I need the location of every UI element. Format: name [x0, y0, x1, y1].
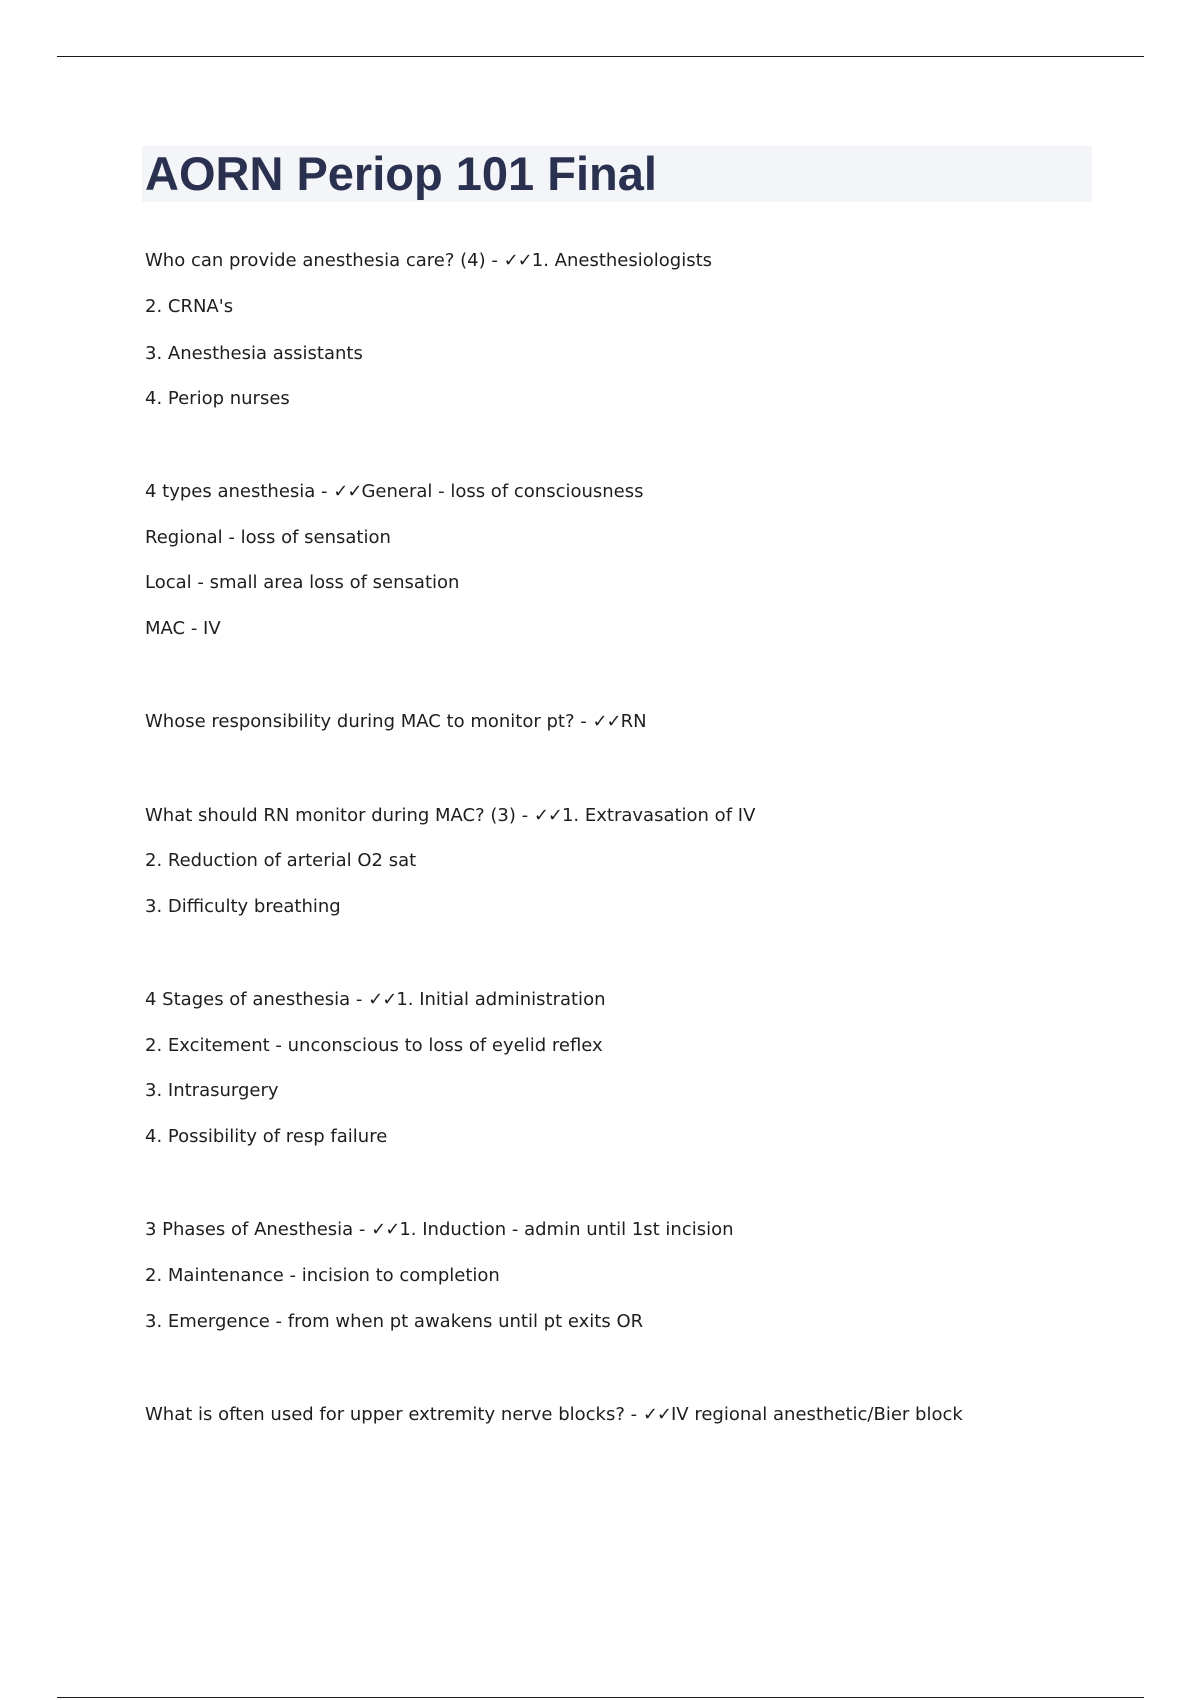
top-rule: [57, 56, 1144, 57]
qa-question-line: [145, 249, 712, 273]
qa-question-line: [145, 480, 644, 504]
double-check-icon: ✓✓: [592, 711, 621, 732]
double-check-icon: ✓✓: [368, 989, 397, 1010]
answer-line: 3. Emergence - from when pt awakens until pt exits OR: [145, 1311, 644, 1332]
answer-line: 4. Possibility of resp failure: [145, 1126, 388, 1147]
double-check-icon: ✓✓: [533, 805, 562, 826]
question-text: 4 Stages of anesthesia -: [145, 989, 369, 1010]
question-text: What is often used for upper extremity nerve blocks? -: [145, 1404, 643, 1425]
answer-line: 3. Difficulty breathing: [145, 896, 341, 917]
answer-text: 1. Induction - admin until 1st incision: [399, 1219, 734, 1240]
answer-line: MAC - IV: [145, 618, 221, 639]
question-text: Whose responsibility during MAC to monitor pt? -: [145, 711, 593, 732]
answer-line: 3. Anesthesia assistants: [145, 343, 363, 364]
answer-line: 2. CRNA's: [145, 296, 234, 317]
double-check-icon: ✓✓: [371, 1219, 400, 1240]
question-text: 3 Phases of Anesthesia -: [145, 1219, 372, 1240]
question-text: Who can provide anesthesia care? (4) -: [145, 250, 504, 271]
title-band: [142, 146, 1092, 202]
answer-line: 3. Intrasurgery: [145, 1080, 279, 1101]
answer-line: 4. Periop nurses: [145, 388, 290, 409]
question-text: What should RN monitor during MAC? (3) -: [145, 805, 534, 826]
page-title: AORN Periop 101 Final: [145, 147, 657, 200]
double-check-icon: ✓✓: [642, 1404, 671, 1425]
answer-text: 1. Anesthesiologists: [531, 250, 713, 271]
answer-text: 1. Initial administration: [396, 989, 606, 1010]
double-check-icon: ✓✓: [503, 250, 532, 271]
question-text: 4 types anesthesia -: [145, 481, 334, 502]
answer-line: 2. Maintenance - incision to completion: [145, 1265, 500, 1286]
answer-text: IV regional anesthetic/Bier block: [671, 1404, 963, 1425]
double-check-icon: ✓✓: [333, 481, 362, 502]
answer-text: RN: [620, 711, 647, 732]
answer-line: Regional - loss of sensation: [145, 527, 391, 548]
bottom-rule: [57, 1697, 1144, 1698]
qa-question-line: [145, 804, 755, 828]
qa-question-line: [145, 710, 647, 734]
answer-text: 1. Extravasation of IV: [561, 805, 756, 826]
answer-line: Local - small area loss of sensation: [145, 572, 460, 593]
answer-text: General - loss of consciousness: [361, 481, 644, 502]
answer-line: 2. Reduction of arterial O2 sat: [145, 850, 417, 871]
qa-question-line: [145, 1218, 734, 1242]
qa-question-line: [145, 1403, 963, 1427]
answer-line: 2. Excitement - unconscious to loss of eyelid reflex: [145, 1035, 603, 1056]
qa-question-line: [145, 988, 605, 1012]
